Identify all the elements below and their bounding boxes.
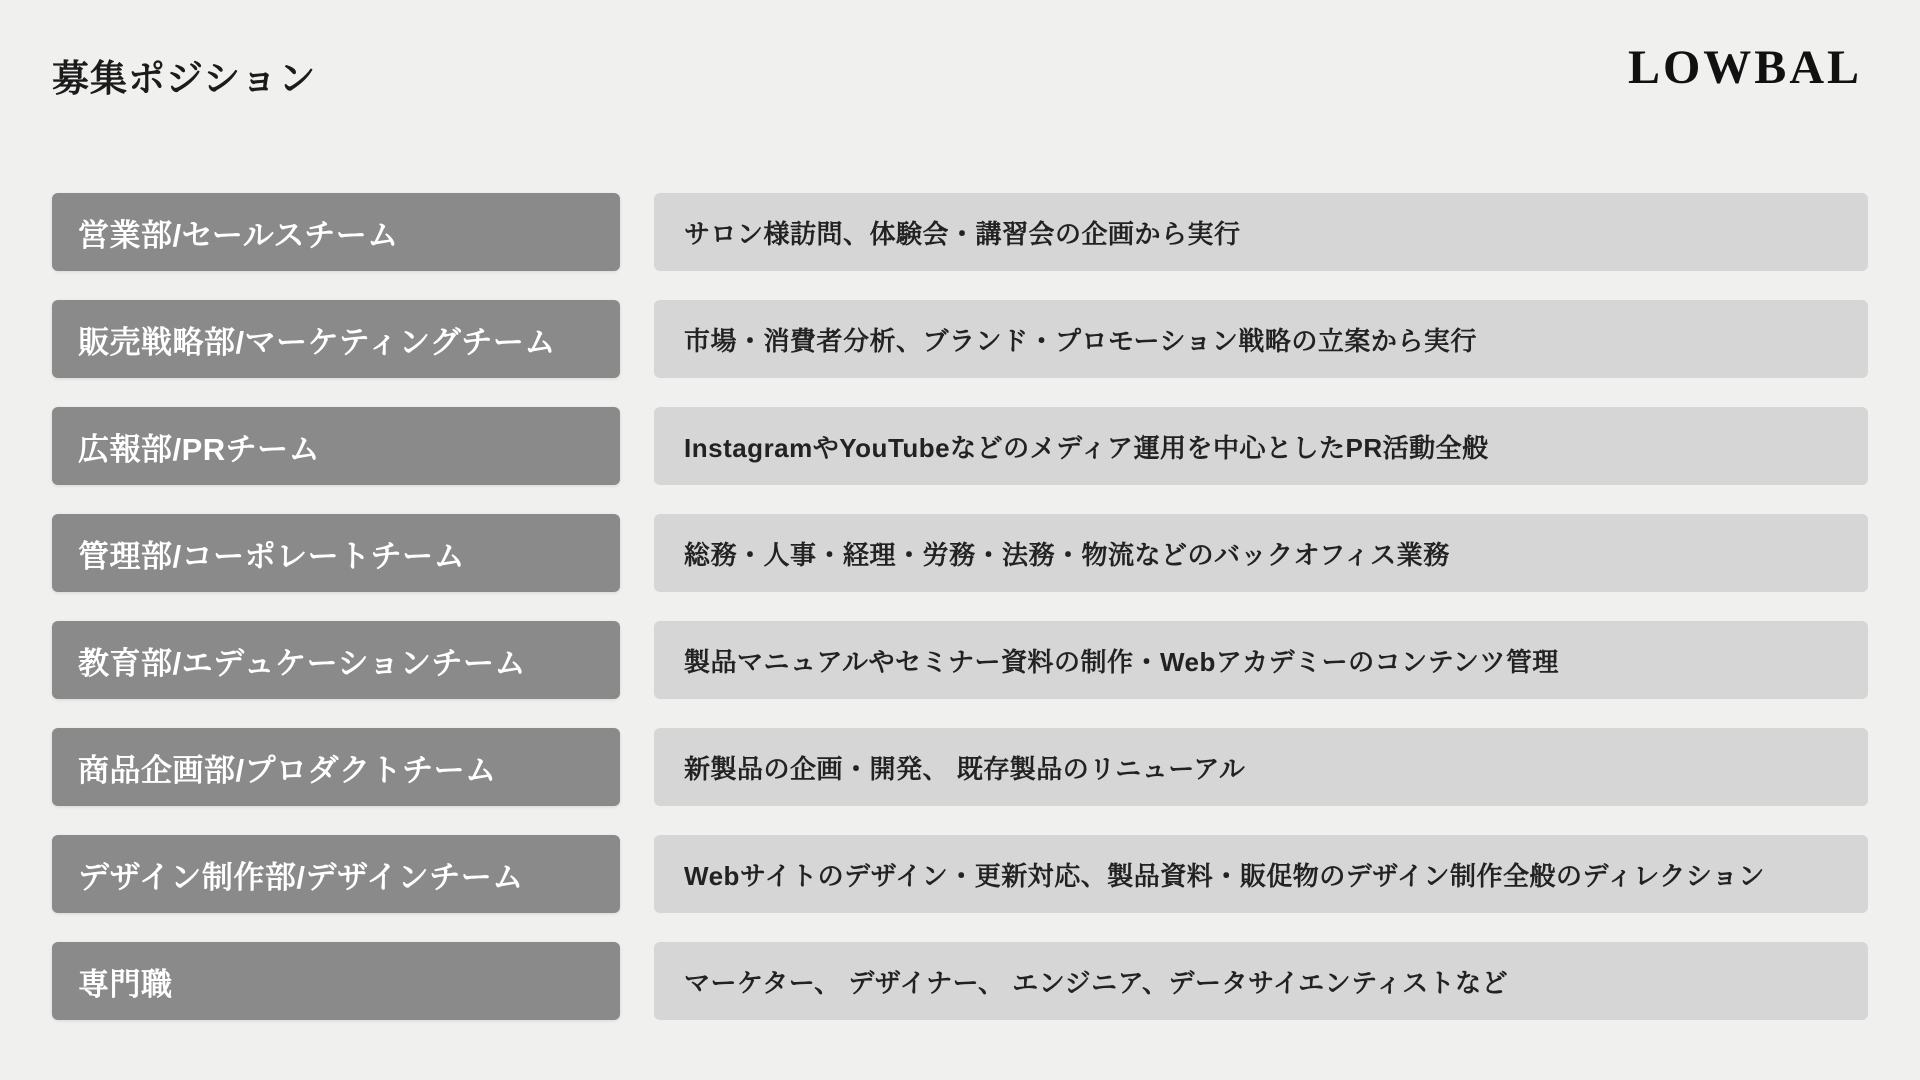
position-row: [52, 728, 1868, 806]
position-row: [52, 300, 1868, 378]
position-row: [52, 835, 1868, 913]
department-name: 管理部/コーポレートチーム: [78, 538, 466, 574]
department-description: マーケター、 デザイナー、 エンジニア、データサイエンティストなど: [684, 967, 1509, 998]
department-description: 製品マニュアルやセミナー資料の制作・Webアカデミーのコンテンツ管理: [684, 646, 1559, 677]
department-description-box: [654, 728, 1868, 806]
position-row: [52, 407, 1868, 485]
position-row: [52, 942, 1868, 1020]
department-name: デザイン制作部/デザインチーム: [78, 859, 524, 895]
department-name: 営業部/セールスチーム: [78, 217, 399, 253]
department-label-box: [52, 300, 620, 378]
department-name: 販売戦略部/マーケティングチーム: [78, 324, 556, 360]
department-label-box: [52, 407, 620, 485]
department-label-box: [52, 514, 620, 592]
department-name: 専門職: [78, 966, 173, 1002]
department-description: 新製品の企画・開発、 既存製品のリニューアル: [684, 753, 1246, 784]
position-row: [52, 621, 1868, 699]
lowbal-logo: LOWBAL: [1627, 41, 1862, 94]
department-name: 商品企画部/プロダクトチーム: [78, 752, 497, 788]
page-title: 募集ポジション: [52, 58, 317, 99]
department-label-box: [52, 621, 620, 699]
department-description: 総務・人事・経理・労務・法務・物流などのバックオフィス業務: [684, 539, 1450, 570]
department-name: 教育部/エデュケーションチーム: [78, 645, 526, 681]
department-description-box: [654, 514, 1868, 592]
department-label-box: [52, 942, 620, 1020]
department-description-box: [654, 621, 1868, 699]
department-description: 市場・消費者分析、ブランド・プロモーション戦略の立案から実行: [684, 325, 1477, 356]
department-description-box: [654, 300, 1868, 378]
department-label-box: [52, 835, 620, 913]
position-row: [52, 193, 1868, 271]
department-description-box: [654, 407, 1868, 485]
department-description: InstagramやYouTubeなどのメディア運用を中心としたPR活動全般: [684, 432, 1489, 463]
department-name: 広報部/PRチーム: [78, 431, 321, 467]
department-description-box: [654, 193, 1868, 271]
department-label-box: [52, 193, 620, 271]
positions-list: [52, 193, 1868, 1049]
position-row: [52, 514, 1868, 592]
department-description-box: [654, 835, 1868, 913]
department-label-box: [52, 728, 620, 806]
department-description-box: [654, 942, 1868, 1020]
department-description: Webサイトのデザイン・更新対応、製品資料・販促物のデザイン制作全般のディレクション: [684, 860, 1765, 891]
department-description: サロン様訪問、体験会・講習会の企画から実行: [684, 218, 1241, 249]
